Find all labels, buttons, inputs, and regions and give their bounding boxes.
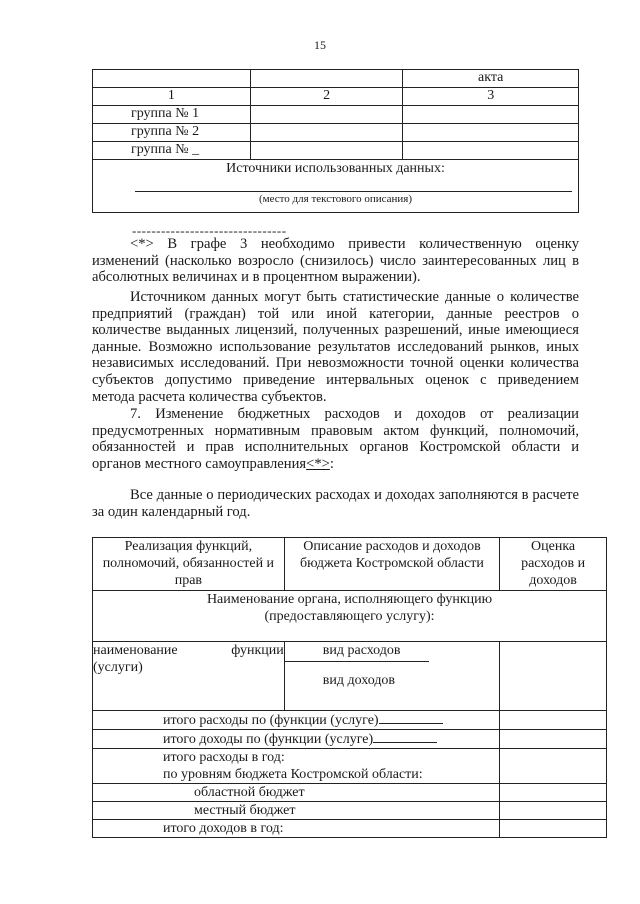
function-name-left: наименование (93, 643, 178, 658)
column-number: 3 (403, 88, 579, 106)
total-income-function: итого доходы по (функции (услуге) (163, 732, 374, 747)
table-cell (500, 711, 607, 730)
table-cell (500, 730, 607, 749)
budget-table (92, 537, 607, 838)
table-row (93, 711, 607, 730)
column-number: 2 (250, 88, 403, 106)
sources-paragraph: Источником данных могут быть статистические данные о количестве предприятий (граждан) той или иной категории, данные реестров о количестве выданных лицензий, полученных разрешений, иные имеющиеся данные. Возможно использование результатов исследований рынков, иных независимых исследований. При невозможности точной оценки количества субъектов допустимо приведение интервальных оценок с приведением метода расчета количества субъектов. (92, 289, 579, 405)
table-cell (500, 749, 607, 784)
group-label: группа № _ (93, 142, 251, 160)
sources-title: Источники использованных данных: (226, 161, 445, 176)
table-row (93, 106, 579, 124)
table-cell (403, 106, 579, 124)
organ-name-row: Наименование органа, исполняющего функцию (предоставляющего услугу): (93, 591, 607, 642)
table-cell (403, 124, 579, 142)
function-name-right: функции (231, 643, 284, 658)
table-cell (250, 142, 403, 160)
table-cell (250, 106, 403, 124)
table-row (93, 802, 607, 820)
section-7-paragraph (92, 406, 579, 472)
table-cell (500, 820, 607, 838)
blank-line (373, 730, 437, 743)
local-budget: местный бюджет (93, 802, 500, 820)
header-functions: Реализация функций, полномочий, обязанностей и прав (93, 538, 285, 591)
sources-hint: (место для текстового описания) (258, 193, 413, 205)
group-label: группа № 1 (93, 106, 251, 124)
expense-type-rule (285, 661, 429, 662)
page-number: 15 (314, 38, 326, 52)
blank-line (379, 711, 443, 724)
table-row (93, 730, 607, 749)
income-expense-types-cell (284, 642, 499, 711)
column-number: 1 (93, 88, 251, 106)
table-row (93, 591, 607, 642)
table-cell: акта (403, 70, 579, 88)
table-cell (250, 124, 403, 142)
function-name-line (93, 642, 284, 659)
total-income-function-cell (93, 730, 500, 749)
header-description: Описание расходов и доходов бюджета Костромской области (284, 538, 499, 591)
sources-blank-line (135, 191, 572, 192)
income-type: вид доходов (322, 673, 396, 688)
total-expenses-year-cell (93, 749, 500, 784)
total-expenses-year: итого расходы в год: (163, 750, 285, 765)
total-expenses-function: итого расходы по (функции (услуге) (163, 713, 379, 728)
footnote-link[interactable]: <*> (306, 455, 330, 472)
table-row (93, 784, 607, 802)
table-row (93, 160, 579, 213)
section-7-text: 7. Изменение бюджетных расходов и доходов от реализации предусмотренных нормативным правовым актом функций, полномочий, обязанностей и прав исполнительных органов Костромской области и органов местного самоуправления (92, 406, 579, 472)
total-income-year: итого доходов в год: (93, 820, 500, 838)
table-cell (403, 142, 579, 160)
sources-cell (93, 160, 579, 213)
header-estimate: Оценка расходов и доходов (500, 538, 607, 591)
all-data-paragraph: Все данные о периодических расходах и доходах заполняются в расчете за один календарный год. (92, 487, 579, 520)
table-cell (250, 70, 403, 88)
table-row (93, 749, 607, 784)
regional-budget: областной бюджет (93, 784, 500, 802)
table-cell (500, 784, 607, 802)
table-row (93, 142, 579, 160)
table-cell (93, 70, 251, 88)
expense-type: вид расходов (322, 643, 401, 658)
group-label: группа № 2 (93, 124, 251, 142)
table-cell (500, 642, 607, 711)
table-row (93, 88, 579, 106)
table-row (93, 124, 579, 142)
by-budget-levels: по уровням бюджета Костромской области: (163, 767, 423, 782)
table-row (93, 70, 579, 88)
table-row (93, 642, 607, 711)
total-expenses-function-cell (93, 711, 500, 730)
function-name-tail: (услуги) (93, 660, 143, 675)
table-header-row (93, 538, 607, 591)
affected-groups-table (92, 69, 579, 213)
footnote-separator: -------------------------------- (132, 223, 287, 238)
function-name-cell (93, 642, 285, 711)
footnote-paragraph: <*> В графе 3 необходимо привести количественную оценку изменений (насколько возросло (снизилось) число заинтересованных лиц в абсолютных величинах и в процентном выражении). (92, 236, 579, 286)
table-row (93, 820, 607, 838)
section-7-tail: : (329, 455, 334, 472)
table-cell (500, 802, 607, 820)
